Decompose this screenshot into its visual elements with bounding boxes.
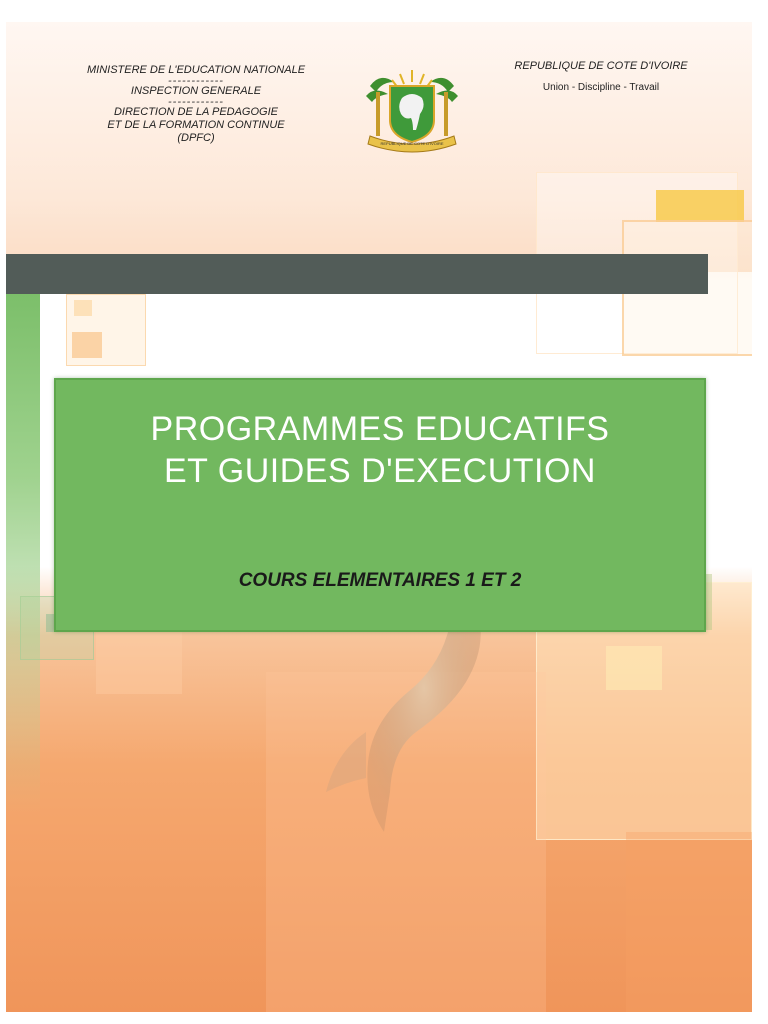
separator: ------------ xyxy=(168,75,224,87)
ministry-header xyxy=(46,64,346,145)
decorative-square xyxy=(626,832,752,1012)
coat-of-arms-elephant-icon xyxy=(356,66,468,158)
document-title xyxy=(56,408,704,492)
direction-abbr: (DPFC) xyxy=(177,132,215,144)
country-name: REPUBLIQUE DE COTE D'IVOIRE xyxy=(514,60,688,72)
decorative-square xyxy=(606,646,662,690)
cover-page xyxy=(6,22,752,1012)
title-line-1: PROGRAMMES EDUCATIFS xyxy=(150,410,610,448)
decorative-square xyxy=(72,332,102,358)
title-line-2: ET GUIDES D'EXECUTION xyxy=(164,452,596,490)
emblem-banner-text: REPUBLIQUE DE COTE D'IVOIRE xyxy=(380,141,444,146)
document-subtitle: COURS ELEMENTAIRES 1 ET 2 xyxy=(238,570,522,591)
decorative-square xyxy=(96,632,182,694)
national-motto: Union - Discipline - Travail xyxy=(542,82,660,93)
green-side-stripe xyxy=(6,294,40,814)
inspection-name: INSPECTION GENERALE xyxy=(130,85,262,97)
republic-header xyxy=(476,60,726,93)
ministry-name: MINISTERE DE L'EDUCATION NATIONALE xyxy=(86,64,306,76)
header-band xyxy=(6,254,708,294)
direction-line-1: DIRECTION DE LA PEDAGOGIE xyxy=(113,106,278,118)
title-box xyxy=(54,378,706,632)
direction-line-2: ET DE LA FORMATION CONTINUE xyxy=(107,119,285,131)
decorative-square xyxy=(656,190,744,222)
separator: ------------ xyxy=(168,96,224,108)
